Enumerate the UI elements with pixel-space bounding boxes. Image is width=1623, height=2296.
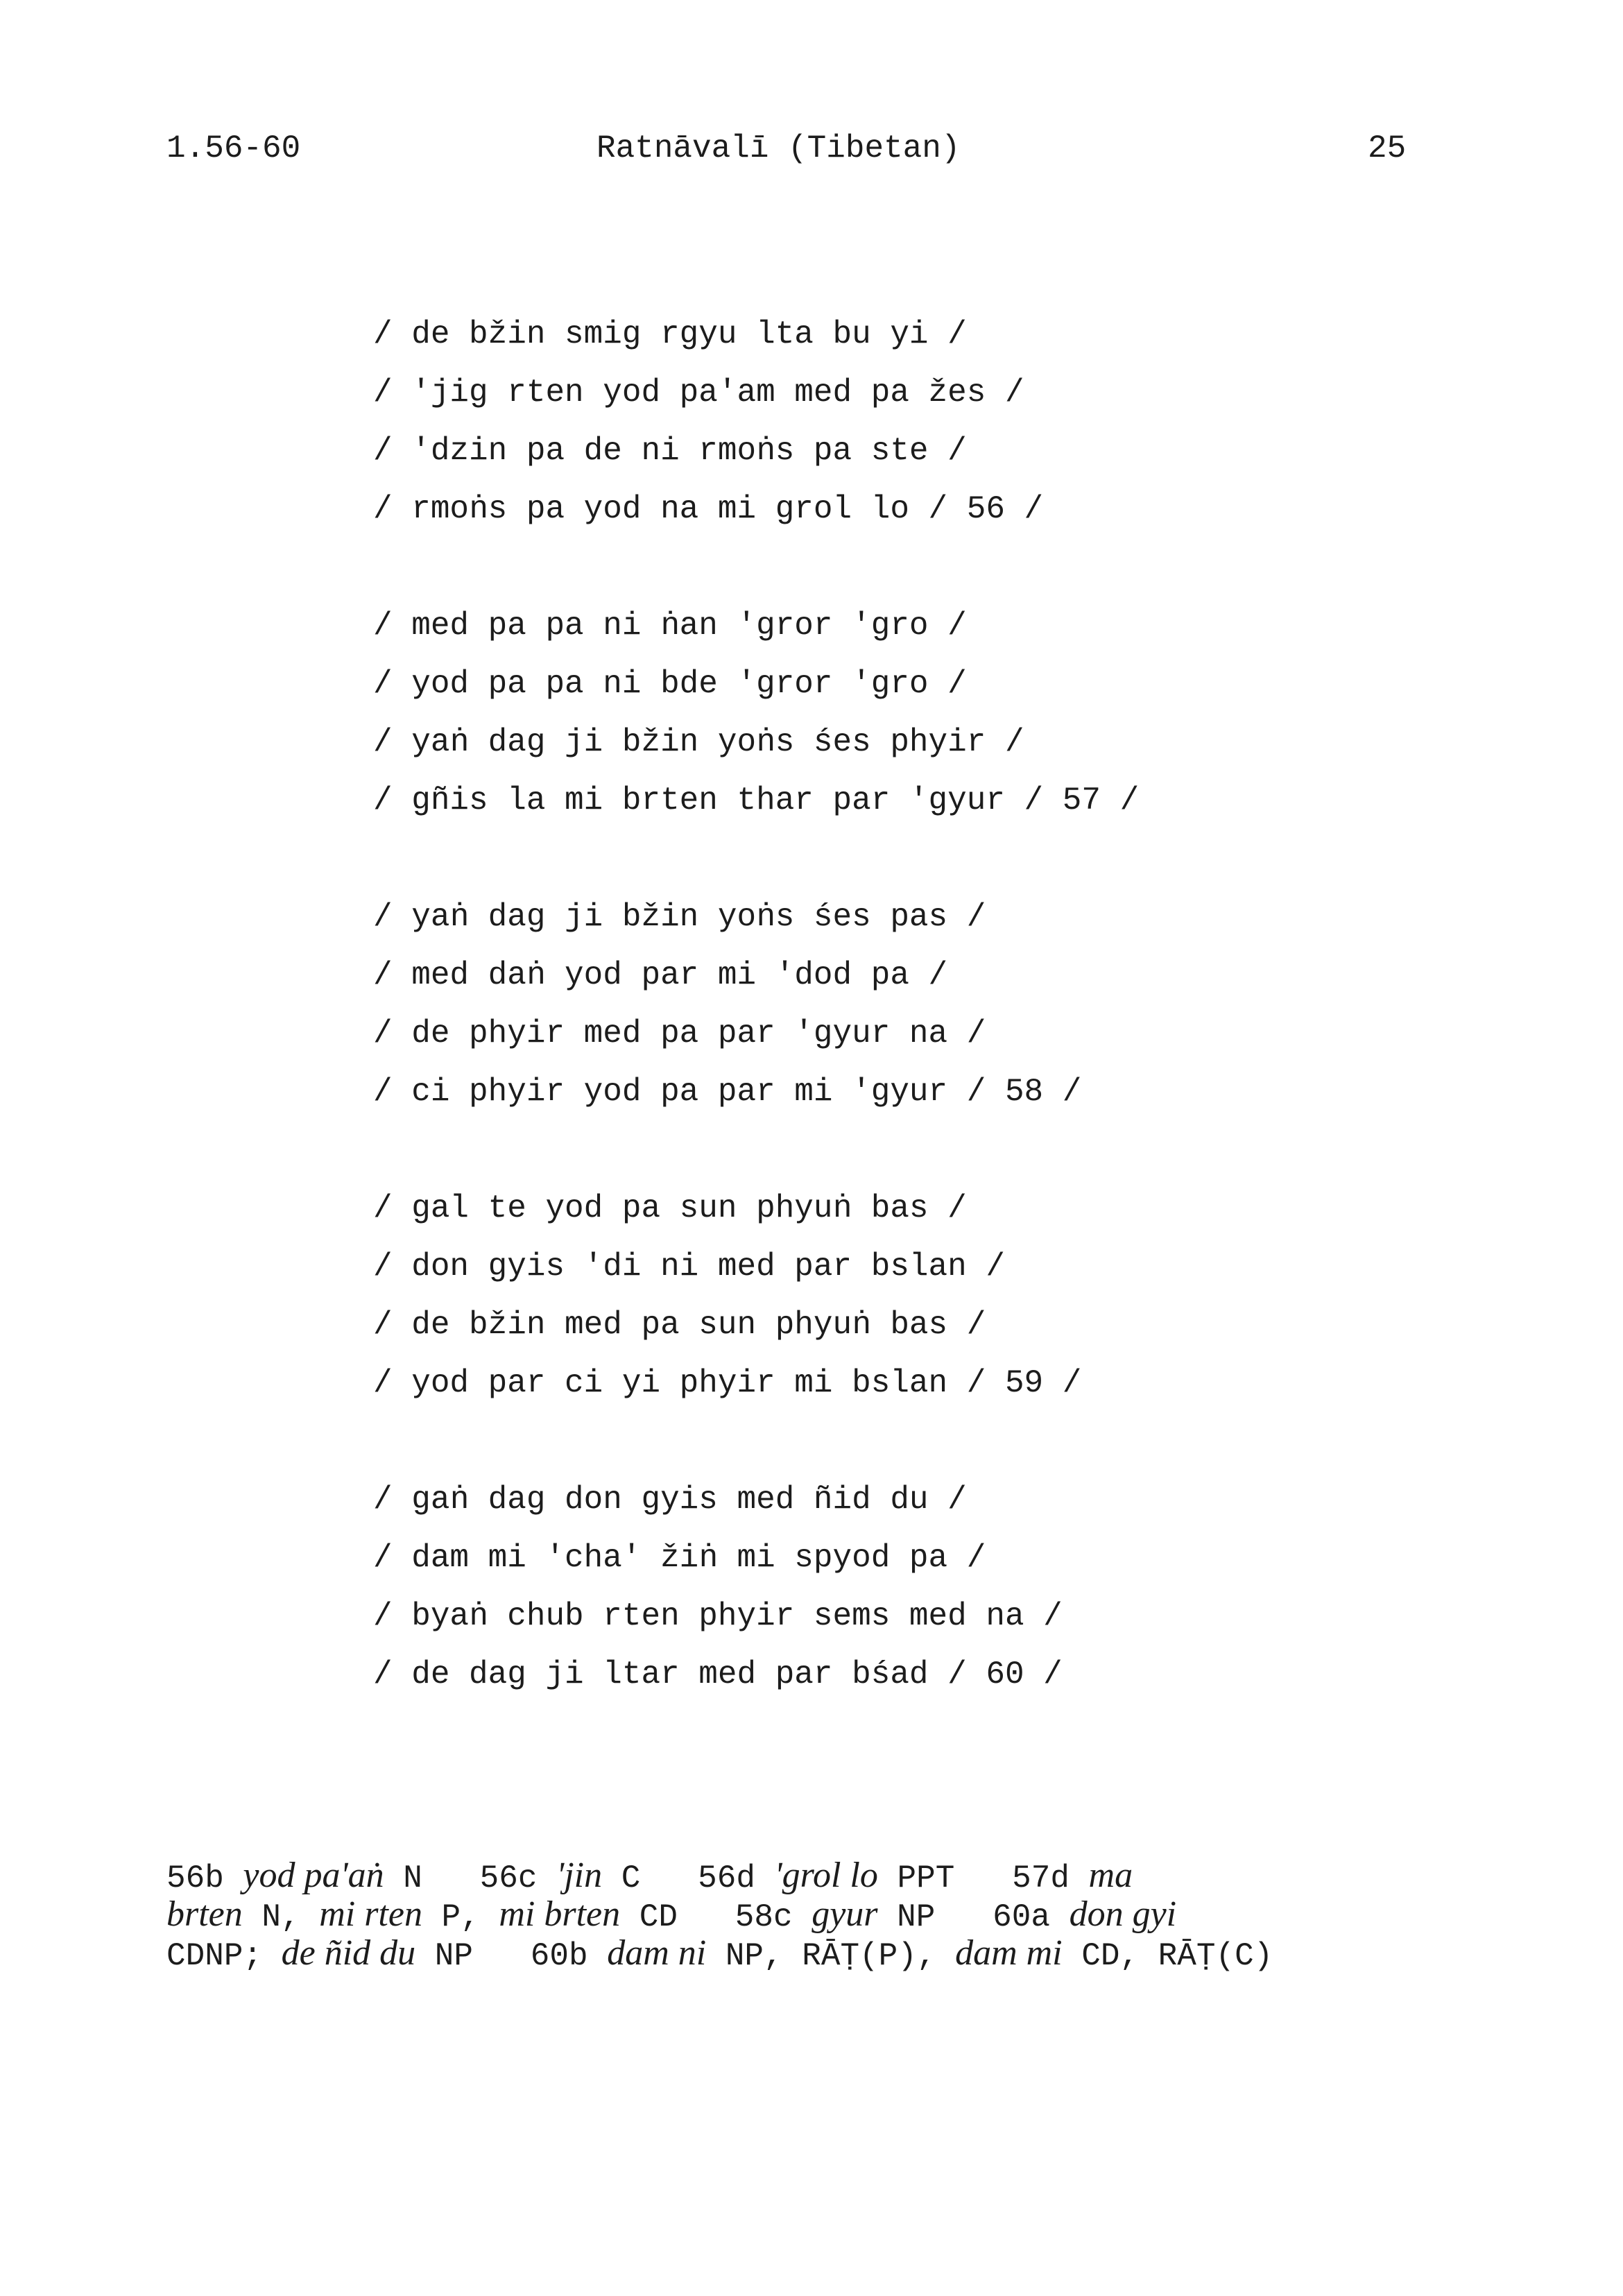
page-title: Ratnāvalī (Tibetan) (596, 130, 961, 166)
verse-line: / med daṅ yod par mi 'dod pa / (373, 957, 948, 993)
variant-reading: ma (1088, 1856, 1133, 1895)
stanza (373, 597, 1139, 830)
footnote-text: P, (422, 1899, 499, 1935)
stanza (373, 1179, 1139, 1412)
verse-line: / de phyir med pa par 'gyur na / (373, 1016, 986, 1052)
verse-line: / de bžin smig rgyu lta bu yi / (373, 316, 967, 352)
variant-reading: mi brten (499, 1894, 621, 1934)
footnote-text: CD, RĀṬ(C) (1062, 1938, 1273, 1974)
variant-reading: gyur (812, 1894, 878, 1934)
footnote-line (166, 1856, 1484, 1895)
verse-range: 1.56-60 (166, 130, 301, 166)
verse-line: / don gyis 'di ni med par bslan / (373, 1249, 1005, 1285)
verse-line: / yaṅ dag ji bžin yoṅs śes pas / (373, 899, 986, 935)
footnote-text: N 56c (384, 1860, 557, 1896)
footnote-text: NP, RĀṬ(P), (706, 1938, 956, 1974)
page-number: 25 (1368, 130, 1407, 166)
verse-line: / de dag ji ltar med par bśad / 60 / (373, 1656, 1063, 1693)
footnote-text: C 56d (602, 1860, 775, 1896)
variant-reading: 'grol lo (774, 1856, 878, 1895)
variant-reading: yod pa'aṅ (243, 1856, 384, 1895)
footnote-line (166, 1934, 1484, 1973)
variant-reading: brten (166, 1894, 243, 1934)
stanza (373, 1471, 1139, 1704)
stanza (373, 305, 1139, 538)
page-header (0, 130, 1623, 179)
footnote-text: CDNP; (166, 1938, 282, 1974)
footnote-text: CD 58c (620, 1899, 812, 1935)
verse-line: / rmoṅs pa yod na mi grol lo / 56 / (373, 491, 1044, 527)
variant-reading: dam ni (607, 1933, 707, 1973)
verse-line: / yaṅ dag ji bžin yoṅs śes phyir / (373, 724, 1024, 760)
stanza (373, 888, 1139, 1121)
variant-reading: dam mi (955, 1933, 1063, 1973)
verse-line: / dam mi 'cha' žiṅ mi spyod pa / (373, 1540, 986, 1576)
footnote-text: 56b (166, 1860, 243, 1896)
footnotes (166, 1856, 1484, 1973)
verse-line: / yod par ci yi phyir mi bslan / 59 / (373, 1365, 1082, 1401)
verse-line: / 'jig rten yod pa'am med pa žes / (373, 375, 1024, 411)
footnote-text: NP 60a (877, 1899, 1070, 1935)
footnote-text: PPT 57d (877, 1860, 1089, 1896)
verse-line: / byaṅ chub rten phyir sems med na / (373, 1598, 1063, 1634)
variant-reading: 'jin (556, 1856, 603, 1895)
verse-line: / gal te yod pa sun phyuṅ bas / (373, 1190, 967, 1226)
verse-line: / ci phyir yod pa par mi 'gyur / 58 / (373, 1074, 1082, 1110)
verse-line: / 'dzin pa de ni rmoṅs pa ste / (373, 433, 967, 469)
verse-line: / gaṅ dag don gyis med ñid du / (373, 1482, 967, 1518)
variant-reading: de ñid du (281, 1933, 416, 1973)
verse-block (373, 305, 1139, 1762)
verse-line: / de bžin med pa sun phyuṅ bas / (373, 1307, 986, 1343)
footnote-line (166, 1895, 1484, 1934)
variant-reading: mi rten (319, 1894, 422, 1934)
verse-line: / med pa pa ni ṅan 'gror 'gro / (373, 608, 967, 644)
verse-line: / yod pa pa ni bde 'gror 'gro / (373, 666, 967, 702)
footnote-text: NP 60b (415, 1938, 608, 1974)
verse-line: / gñis la mi brten thar par 'gyur / 57 / (373, 782, 1140, 819)
footnote-text: N, (242, 1899, 320, 1935)
variant-reading: don gyi (1069, 1894, 1177, 1934)
